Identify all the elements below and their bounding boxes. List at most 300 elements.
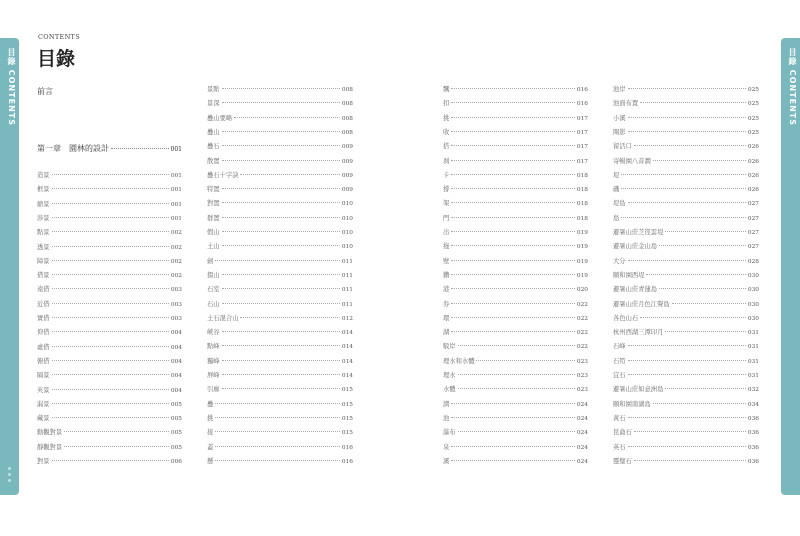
toc-entry-title: 接 (207, 429, 214, 437)
leader-dots (451, 231, 575, 232)
toc-entry-page: 005 (170, 401, 182, 408)
toc-entry[interactable] (207, 127, 353, 136)
toc-entry-page: 030 (747, 287, 759, 294)
toc-entry[interactable] (443, 84, 588, 93)
toc-entry-title: 理水和水體 (443, 357, 475, 365)
toc-entry-title: 搭 (443, 143, 450, 151)
toc-entry-title: 借景 (37, 272, 50, 280)
toc-entry-page: 027 (747, 215, 759, 222)
toc-entry[interactable] (207, 427, 353, 436)
toc-entry-page: 011 (341, 258, 353, 265)
toc-entry[interactable] (613, 184, 759, 193)
leader-dots (52, 389, 169, 390)
toc-entry[interactable] (37, 342, 182, 351)
chapter-page: 001 (170, 146, 182, 153)
leader-dots (451, 417, 575, 418)
leader-dots (234, 117, 340, 118)
toc-entry-page: 001 (170, 201, 182, 208)
toc-entry-title: 劍 (207, 257, 214, 265)
toc-entry-title: 石筍 (613, 357, 626, 365)
toc-entry-page: 004 (170, 358, 182, 365)
toc-entry-title: 黃石 (613, 414, 626, 422)
leader-dots (52, 217, 169, 218)
toc-entry-title: 石室 (207, 286, 220, 294)
toc-entry-page: 010 (341, 215, 353, 222)
leader-dots (222, 131, 340, 132)
toc-entry-title: 寄暢園八音澗 (613, 157, 651, 165)
toc-entry-page: 001 (170, 187, 182, 194)
toc-entry-title: 疊石十字訣 (207, 171, 239, 179)
toc-entry[interactable] (37, 413, 182, 422)
toc-entry[interactable] (613, 198, 759, 207)
toc-entry-page: 023 (576, 387, 588, 394)
toc-entry-title: 磯 (613, 186, 620, 194)
toc-entry-page: 014 (341, 330, 353, 337)
leader-dots (222, 188, 340, 189)
leader-dots (222, 345, 340, 346)
toc-entry[interactable] (443, 270, 588, 279)
toc-entry[interactable] (443, 427, 588, 436)
toc-entry-title: 島 (613, 214, 620, 222)
toc-entry[interactable] (613, 413, 759, 422)
toc-entry[interactable] (207, 313, 353, 322)
leader-dots (52, 460, 169, 461)
toc-entry-title: 疊石 (207, 143, 220, 151)
leader-dots (451, 317, 575, 318)
toc-entry[interactable] (207, 413, 353, 422)
toc-entry-title: 群置 (207, 214, 220, 222)
toc-entry[interactable] (37, 199, 182, 208)
toc-entry[interactable] (37, 356, 182, 365)
toc-entry-page: 034 (747, 401, 759, 408)
toc-entry-title: 靜觀對景 (37, 443, 63, 451)
toc-entry-page: 009 (341, 187, 353, 194)
toc-entry-page: 022 (576, 344, 588, 351)
leader-dots (451, 460, 575, 461)
toc-entry-title: 石山 (207, 300, 220, 308)
toc-entry[interactable] (443, 327, 588, 336)
toc-entry-page: 026 (747, 172, 759, 179)
toc-entry-page: 036 (747, 458, 759, 465)
toc-entry-page: 010 (341, 201, 353, 208)
toc-entry[interactable] (207, 270, 353, 279)
toc-entry[interactable] (37, 227, 182, 236)
toc-entry[interactable] (207, 299, 353, 308)
toc-entry-page: 010 (341, 244, 353, 251)
toc-entry[interactable] (207, 113, 353, 122)
toc-entry[interactable] (207, 198, 353, 207)
side-tab-label: 目錄 CONTENTS (788, 48, 797, 126)
toc-entry-title: 點峰 (207, 343, 220, 351)
toc-entry-page: 005 (170, 444, 182, 451)
toc-entry[interactable] (207, 456, 353, 465)
toc-entry-page: 014 (341, 373, 353, 379)
leader-dots (215, 260, 340, 261)
toc-entry[interactable] (613, 213, 759, 222)
toc-entry-title: 對置 (207, 200, 220, 208)
toc-entry-title: 避暑山莊青蓮島 (613, 286, 658, 294)
toc-entry[interactable] (443, 284, 588, 293)
toc-entry-title: 卡 (443, 171, 450, 179)
toc-entry-page: 012 (341, 315, 353, 322)
side-tab-dots (6, 464, 13, 485)
toc-entry-title: 隔景 (37, 372, 50, 380)
toc-entry-title: 避暑山莊如意洲島 (613, 386, 664, 394)
leader-dots (52, 346, 169, 347)
toc-entry[interactable] (613, 284, 759, 293)
toc-entry-title: 留活口 (613, 143, 632, 151)
toc-entry[interactable] (443, 241, 588, 250)
toc-entry[interactable] (443, 113, 588, 122)
leader-dots (52, 274, 169, 275)
leader-dots (634, 145, 746, 146)
toc-entry[interactable] (443, 170, 588, 179)
toc-entry-title: 飄 (443, 86, 450, 93)
chapter-heading[interactable] (37, 143, 182, 154)
toc-entry-page: 008 (341, 101, 353, 108)
toc-entry-page: 004 (170, 373, 182, 380)
leader-dots (215, 460, 340, 461)
toc-entry[interactable] (443, 456, 588, 465)
leader-dots (621, 188, 746, 189)
leader-dots (665, 331, 746, 332)
toc-entry[interactable] (613, 370, 759, 379)
toc-entry-title: 近借 (37, 300, 50, 308)
leader-dots (215, 417, 340, 418)
toc-entry-page: 024 (576, 415, 588, 422)
leader-dots (451, 202, 575, 203)
toc-entry[interactable] (207, 98, 353, 107)
toc-entry[interactable] (207, 341, 353, 350)
toc-entry-page: 027 (747, 244, 759, 251)
toc-entry[interactable] (207, 170, 353, 179)
leader-dots (659, 288, 746, 289)
leader-dots (215, 446, 340, 447)
toc-entry-title: 杭州西湖三潭印月 (613, 329, 664, 337)
chapter-label: 第一章 園林的設計 (37, 144, 109, 153)
contents-side-tab-right (781, 38, 800, 495)
toc-entry[interactable] (37, 213, 182, 222)
leader-dots (640, 317, 746, 318)
toc-entry-page: 002 (170, 258, 182, 265)
toc-entry[interactable] (207, 256, 353, 265)
toc-entry[interactable] (443, 98, 588, 107)
toc-entry-page: 019 (576, 258, 588, 265)
toc-entry-title: 屏峰 (207, 372, 220, 379)
leader-dots (476, 360, 574, 361)
toc-entry[interactable] (207, 141, 353, 150)
toc-entry[interactable] (207, 327, 353, 336)
leader-dots (628, 131, 746, 132)
leader-dots (52, 174, 169, 175)
toc-entry-page: 022 (576, 301, 588, 308)
toc-entry-page: 008 (341, 115, 353, 122)
toc-entry-title: 大分 (613, 257, 626, 265)
leader-dots (451, 131, 575, 132)
toc-entry-page: 020 (576, 287, 588, 294)
toc-entry[interactable] (443, 299, 588, 308)
toc-entry[interactable] (443, 356, 588, 365)
toc-entry[interactable] (443, 384, 588, 393)
toc-entry[interactable] (613, 456, 759, 465)
toc-entry[interactable] (443, 413, 588, 422)
toc-entry[interactable] (613, 356, 759, 365)
toc-entry-title: 疊山 (207, 128, 220, 136)
toc-entry[interactable] (613, 299, 759, 308)
leader-dots (451, 274, 575, 275)
leader-dots (451, 145, 575, 146)
toc-entry-title: 靈璧石 (613, 457, 632, 465)
toc-entry[interactable] (443, 313, 588, 322)
toc-entry[interactable] (207, 399, 353, 408)
leader-dots (52, 188, 169, 189)
leader-dots (451, 160, 575, 161)
toc-entry-title: 閘影 (613, 128, 626, 136)
toc-entry-title: 頤和園西堤 (613, 271, 645, 279)
toc-entry[interactable] (613, 98, 759, 107)
toc-entry-page: 024 (576, 458, 588, 465)
leader-dots (665, 231, 746, 232)
toc-entry-page: 017 (576, 144, 588, 151)
toc-entry-page: 024 (576, 401, 588, 408)
toc-entry-title: 避暑山莊金山島 (613, 243, 658, 251)
toc-entry[interactable] (37, 313, 182, 322)
toc-entry[interactable] (207, 284, 353, 293)
toc-entry-title: 池面布置 (613, 100, 639, 108)
leader-dots (52, 246, 169, 247)
leader-dots (634, 460, 746, 461)
toc-entry-title: 特置 (207, 186, 220, 194)
toc-entry[interactable] (37, 242, 182, 251)
toc-entry-page: 026 (747, 158, 759, 165)
toc-entry-page: 014 (341, 344, 353, 351)
toc-entry-page: 002 (170, 230, 182, 237)
toc-entry-title: 泉 (443, 443, 450, 451)
toc-entry[interactable] (613, 127, 759, 136)
toc-entry[interactable] (443, 198, 588, 207)
leader-dots (215, 403, 340, 404)
toc-entry[interactable] (207, 241, 353, 250)
toc-entry-title: 虛借 (37, 343, 50, 351)
toc-entry-title: 涉景 (37, 214, 50, 222)
toc-entry[interactable] (443, 399, 588, 408)
toc-entry-title: 小溪 (613, 114, 626, 122)
toc-entry-title: 池 (443, 414, 450, 422)
leader-dots (222, 374, 340, 375)
toc-entry[interactable] (613, 156, 759, 165)
toc-entry-page: 024 (576, 444, 588, 451)
leader-dots (451, 102, 575, 103)
toc-entry[interactable] (443, 141, 588, 150)
toc-entry-title: 漏景 (37, 400, 50, 408)
toc-entry-title: 出 (443, 229, 450, 236)
toc-entry[interactable] (443, 227, 588, 236)
toc-entry[interactable] (37, 385, 182, 394)
toc-entry[interactable] (443, 341, 588, 350)
toc-entry[interactable] (613, 113, 759, 122)
toc-entry-page: 026 (747, 144, 759, 151)
toc-entry-title: 駁岸 (443, 343, 456, 351)
toc-entry[interactable] (613, 327, 759, 336)
leader-dots (634, 431, 746, 432)
toc-entry[interactable] (37, 456, 182, 465)
toc-entry-page: 002 (170, 244, 182, 251)
toc-entry-page: 001 (170, 215, 182, 222)
toc-entry-title: 避暑山莊芝徑雲堤 (613, 229, 664, 236)
toc-entry[interactable] (613, 170, 759, 179)
leader-dots (628, 417, 746, 418)
toc-entry-page: 027 (747, 201, 759, 208)
toc-entry[interactable] (207, 356, 353, 365)
toc-entry[interactable] (443, 213, 588, 222)
toc-entry[interactable] (207, 213, 353, 222)
toc-entry-title: 撐 (443, 186, 450, 194)
toc-entry-page: 030 (747, 301, 759, 308)
toc-entry[interactable] (207, 184, 353, 193)
toc-entry-page: 019 (576, 272, 588, 279)
toc-entry[interactable] (443, 184, 588, 193)
toc-entry-title: 框景 (37, 186, 50, 194)
toc-entry-title: 對景 (37, 458, 50, 465)
toc-entry-title: 架 (443, 200, 450, 208)
leader-dots (240, 174, 339, 175)
toc-entry-title: 疊山要略 (207, 114, 233, 122)
toc-entry-page: 018 (576, 215, 588, 222)
toc-entry[interactable] (207, 227, 353, 236)
toc-entry-title: 券 (443, 300, 450, 308)
leader-dots (458, 345, 575, 346)
toc-entry[interactable] (613, 84, 759, 93)
toc-entry[interactable] (37, 256, 182, 265)
toc-entry-title: 土山 (207, 243, 220, 251)
leader-dots (111, 148, 169, 149)
toc-entry-title: 挑 (207, 414, 214, 422)
toc-entry[interactable] (443, 156, 588, 165)
toc-entry-title: 造景 (37, 172, 50, 179)
toc-entry[interactable] (613, 256, 759, 265)
toc-entry[interactable] (37, 442, 182, 451)
leader-dots (215, 431, 340, 432)
toc-entry-title: 實借 (37, 315, 50, 322)
toc-entry[interactable] (207, 156, 353, 165)
leader-dots (665, 388, 746, 389)
toc-entry[interactable] (207, 84, 353, 93)
toc-entry-title: 夾景 (37, 386, 50, 394)
toc-entry-page: 031 (747, 330, 759, 337)
toc-entry[interactable] (37, 399, 182, 408)
toc-entry[interactable] (37, 427, 182, 436)
leader-dots (628, 360, 746, 361)
toc-entry-page: 015 (341, 387, 353, 394)
toc-entry[interactable] (207, 370, 353, 379)
toc-entry-page: 017 (576, 115, 588, 122)
toc-entry-title: 假山 (207, 229, 220, 236)
leader-dots (451, 117, 575, 118)
toc-entry[interactable] (613, 313, 759, 322)
leader-dots (672, 303, 746, 304)
leader-dots (628, 88, 746, 89)
toc-entry-page: 028 (747, 258, 759, 265)
leader-dots (646, 274, 745, 275)
leader-dots (64, 446, 169, 447)
toc-entry[interactable] (207, 384, 353, 393)
toc-entry[interactable] (613, 270, 759, 279)
toc-entry-title: 蓋 (207, 443, 214, 451)
toc-entry[interactable] (37, 184, 182, 193)
leader-dots (628, 345, 746, 346)
toc-entry-title: 環 (443, 314, 450, 322)
toc-entry-title: 土石混合山 (207, 314, 239, 322)
contents-kicker: CONTENTS (38, 33, 80, 41)
toc-entry-page: 016 (341, 444, 353, 451)
toc-entry[interactable] (443, 442, 588, 451)
toc-entry-page: 010 (341, 230, 353, 236)
toc-entry[interactable] (443, 256, 588, 265)
toc-entry[interactable] (613, 141, 759, 150)
toc-entry[interactable] (37, 327, 182, 336)
toc-entry-page: 015 (341, 430, 353, 437)
leader-dots (222, 217, 340, 218)
toc-entry[interactable] (613, 427, 759, 436)
toc-entry-page: 025 (747, 115, 759, 122)
toc-entry[interactable] (207, 442, 353, 451)
toc-entry-title: 湖 (443, 329, 450, 337)
toc-entry-title: 收 (443, 128, 450, 136)
toc-entry-page: 016 (341, 458, 353, 465)
toc-entry-title: 溪 (443, 457, 450, 465)
front-matter-entry[interactable]: 前言 (37, 87, 53, 96)
leader-dots (222, 202, 340, 203)
toc-entry-title: 挑 (443, 114, 450, 122)
toc-entry-title: 障景 (37, 257, 50, 265)
leader-dots (222, 88, 340, 89)
leader-dots (621, 217, 746, 218)
toc-entry-title: 懸 (207, 457, 214, 465)
leader-dots (52, 317, 169, 318)
toc-entry[interactable] (37, 284, 182, 293)
toc-entry[interactable] (613, 241, 759, 250)
toc-entry[interactable] (443, 127, 588, 136)
toc-entry[interactable] (443, 370, 588, 379)
leader-dots (451, 403, 575, 404)
leader-dots (52, 417, 169, 418)
toc-entry[interactable] (613, 384, 759, 393)
page-title: 目錄 (37, 48, 76, 70)
toc-entry[interactable] (613, 442, 759, 451)
toc-entry-page: 017 (576, 158, 588, 165)
toc-entry[interactable] (37, 170, 182, 179)
leader-dots (222, 331, 340, 332)
toc-entry[interactable] (613, 341, 759, 350)
toc-entry-title: 引廊 (207, 386, 220, 394)
toc-entry-page: 004 (170, 387, 182, 394)
toc-entry-title: 峽谷 (207, 329, 220, 337)
toc-entry-title: 鑽 (443, 271, 450, 279)
toc-entry-page: 025 (747, 101, 759, 108)
toc-entry-page: 003 (170, 316, 182, 322)
toc-entry-page: 036 (747, 415, 759, 422)
leader-dots (628, 446, 746, 447)
toc-entry-page: 032 (747, 387, 759, 394)
toc-entry[interactable] (37, 270, 182, 279)
toc-entry[interactable] (37, 370, 182, 379)
toc-entry[interactable] (613, 227, 759, 236)
toc-entry[interactable] (613, 399, 759, 408)
toc-entry-page: 005 (170, 416, 182, 423)
toc-entry-page: 022 (576, 315, 588, 322)
toc-entry-title: 瀑布 (443, 429, 456, 437)
toc-entry[interactable] (37, 299, 182, 308)
